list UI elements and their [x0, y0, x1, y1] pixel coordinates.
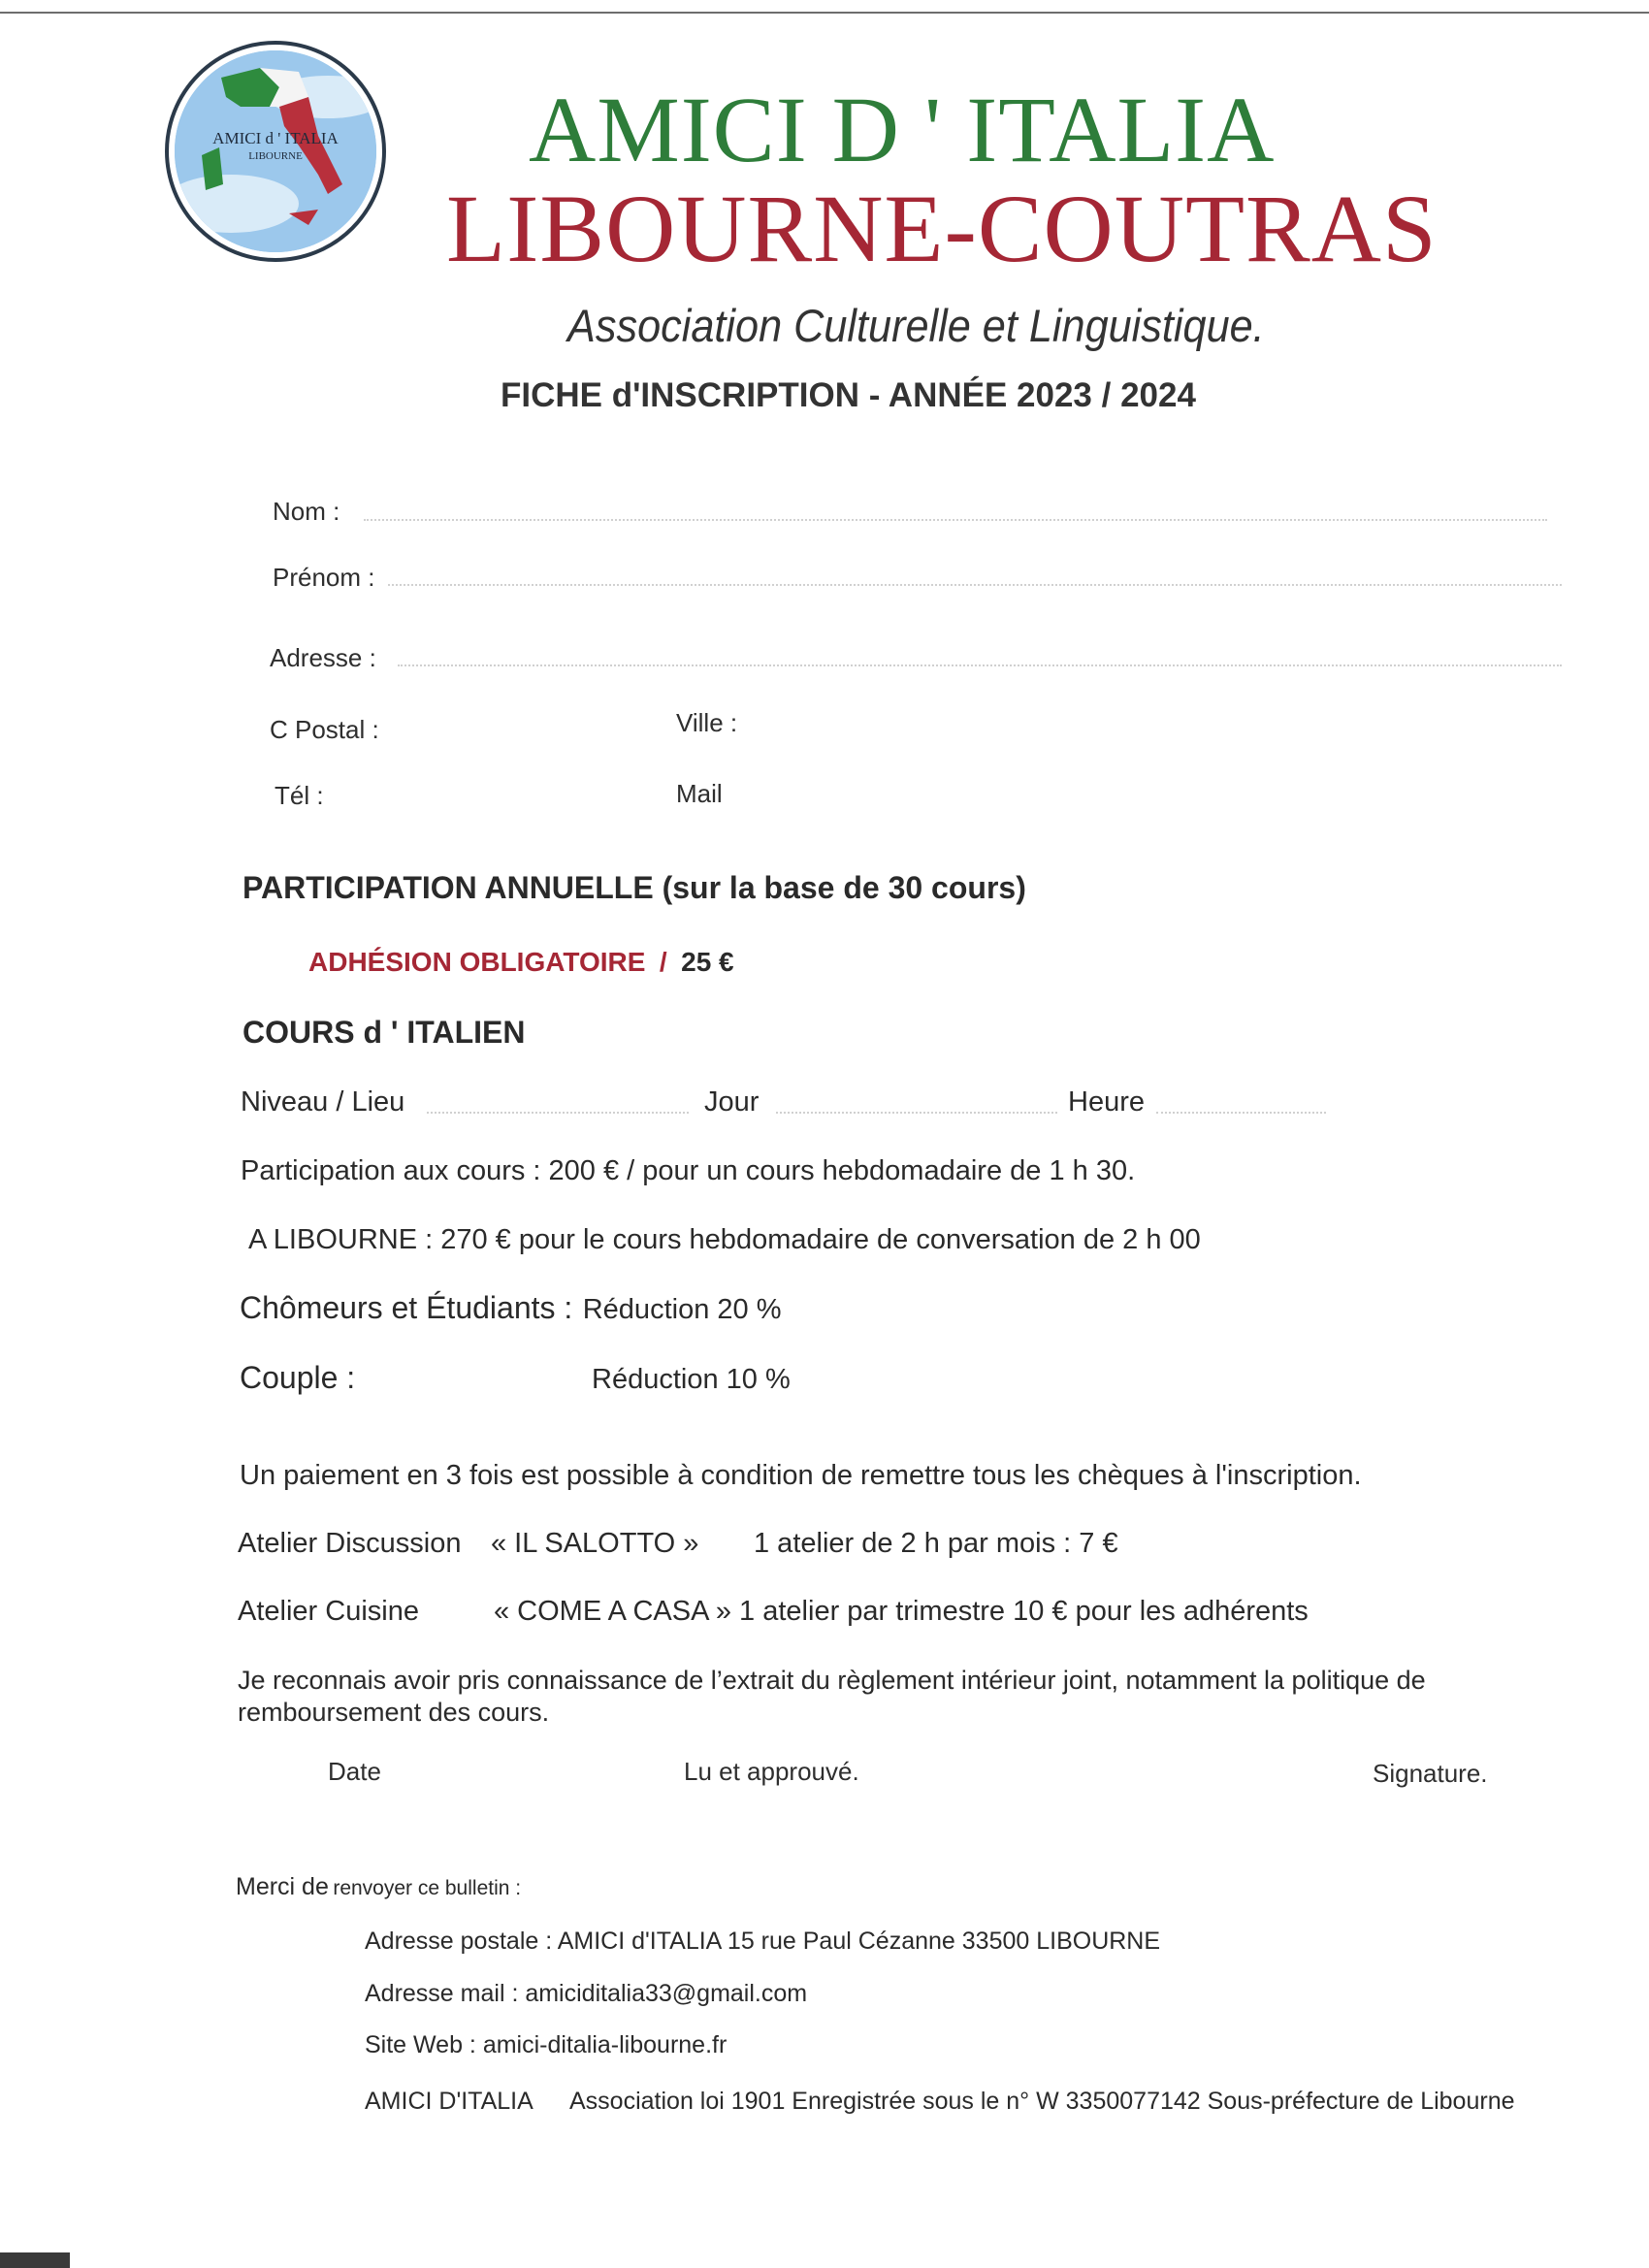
title-line1: AMICI D ' ITALIA	[529, 78, 1276, 181]
title-line2: LIBOURNE-COUTRAS	[446, 175, 1438, 282]
logo-text-line1: AMICI d ' ITALIA	[212, 129, 339, 147]
form-title: FICHE d'INSCRIPTION - ANNÉE 2023 / 2024	[501, 376, 1196, 414]
date-label: Date	[328, 1757, 381, 1786]
chomeurs-line	[240, 1290, 781, 1326]
adhesion-line	[308, 947, 734, 978]
signature-label: Signature.	[1373, 1759, 1488, 1788]
adhesion-separator: /	[659, 947, 667, 977]
atelier2-label: Atelier Cuisine	[238, 1596, 419, 1627]
ville-label: Ville :	[676, 708, 738, 737]
merci-prefix: Merci de	[236, 1873, 329, 1900]
heure-field[interactable]	[1156, 1112, 1326, 1114]
assoc-info: Association loi 1901 Enregistrée sous le n° W 3350077142 Sous-préfecture de Libourne	[569, 2088, 1515, 2115]
cours-heading: COURS d ' ITALIEN	[242, 1015, 526, 1050]
prenom-field[interactable]	[388, 584, 1562, 586]
lu-approuve-label: Lu et approuvé.	[684, 1757, 859, 1786]
couple-label: Couple :	[240, 1360, 356, 1395]
adhesion-price: 25 €	[681, 947, 734, 977]
mail-label: Mail	[676, 779, 723, 808]
nom-label: Nom :	[273, 497, 340, 526]
association-logo	[163, 39, 388, 264]
subtitle: Association Culturelle et Linguistique.	[567, 300, 1265, 351]
site-web[interactable]: Site Web : amici-ditalia-libourne.fr	[365, 2031, 728, 2058]
chomeurs-label: Chômeurs et Étudiants :	[240, 1290, 573, 1325]
participation-heading: PARTICIPATION ANNUELLE (sur la base de 30 cours)	[242, 870, 1026, 905]
cpostal-label: C Postal :	[270, 715, 379, 744]
atelier1-name: « IL SALOTTO »	[491, 1528, 699, 1559]
cours-line2: A LIBOURNE : 270 € pour le cours hebdomadaire de conversation de 2 h 00	[248, 1224, 1201, 1255]
atelier1-label: Atelier Discussion	[238, 1528, 462, 1559]
cours-line1: Participation aux cours : 200 € / pour un cours hebdomadaire de 1 h 30.	[241, 1155, 1136, 1186]
atelier2-detail: « COME A CASA » 1 atelier par trimestre 10 € pour les adhérents	[494, 1596, 1309, 1627]
chomeurs-value: Réduction 20 %	[582, 1294, 782, 1325]
prenom-label: Prénom :	[273, 563, 375, 592]
atelier1-detail: 1 atelier de 2 h par mois : 7 €	[754, 1528, 1118, 1559]
nom-field[interactable]	[364, 519, 1547, 521]
paiement-text: Un paiement en 3 fois est possible à condition de remettre tous les chèques à l'inscription.	[240, 1460, 1362, 1491]
merci-suffix: renvoyer ce bulletin :	[333, 1877, 522, 1899]
scan-top-line	[0, 12, 1649, 14]
niveau-field[interactable]	[427, 1112, 689, 1114]
adresse-label: Adresse :	[270, 643, 376, 672]
adhesion-label: ADHÉSION OBLIGATOIRE	[308, 947, 646, 977]
heure-label: Heure	[1068, 1086, 1145, 1118]
adresse-mail[interactable]: Adresse mail : amiciditalia33@gmail.com	[365, 1980, 808, 2007]
tel-label: Tél :	[275, 781, 324, 810]
couple-value: Réduction 10 %	[592, 1364, 791, 1395]
assoc-name: AMICI D'ITALIA	[365, 2088, 534, 2115]
adresse-field[interactable]	[398, 664, 1562, 666]
jour-field[interactable]	[776, 1112, 1057, 1114]
logo-text-line2: LIBOURNE	[248, 150, 303, 162]
jour-label: Jour	[704, 1086, 760, 1118]
reglement-text: Je reconnais avoir pris connaissance de l’extrait du règlement intérieur joint, notamment la politique de remboursement des cours.	[238, 1666, 1426, 1727]
scan-corner-mark	[0, 2252, 70, 2268]
merci-line	[236, 1873, 521, 1901]
niveau-label: Niveau / Lieu	[241, 1086, 405, 1118]
adresse-postale: Adresse postale : AMICI d'ITALIA 15 rue Paul Cézanne 33500 LIBOURNE	[365, 1928, 1161, 1955]
